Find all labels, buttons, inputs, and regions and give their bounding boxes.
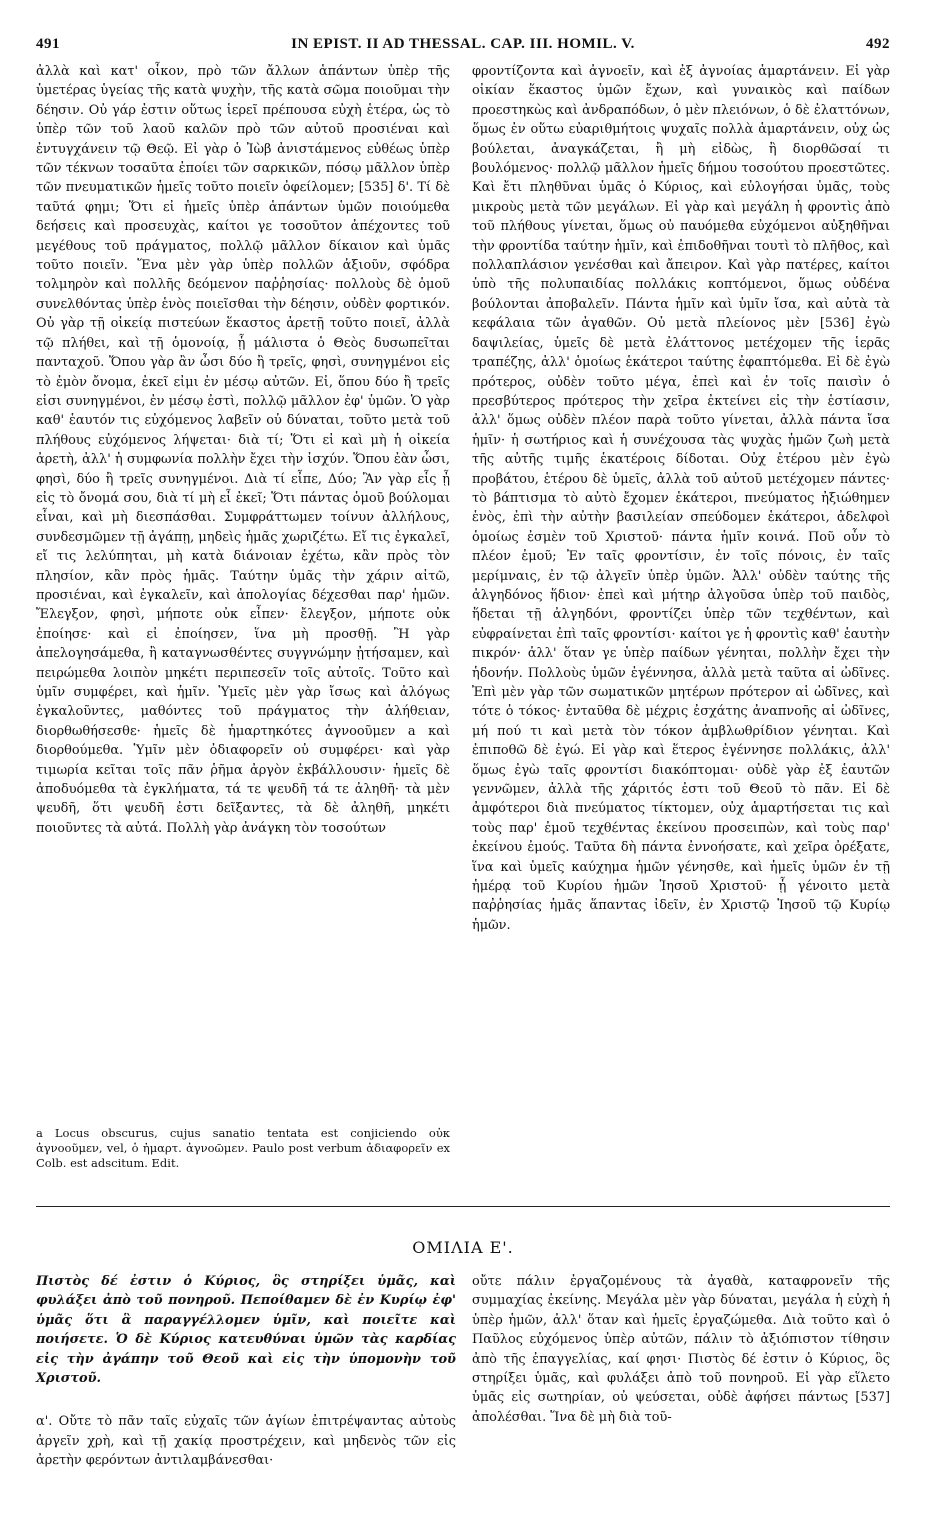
page-number-right: 492 — [866, 36, 890, 52]
section-divider — [36, 1206, 890, 1207]
running-title: IN EPIST. II AD THESSAL. CAP. III. HOMIL. V. — [291, 36, 635, 52]
scripture-intro: Πιστὸς δέ ἐστιν ὁ Κύριος, ὃς στηρίξει ὑμᾶς, καὶ φυλάξει ἀπὸ τοῦ πονηροῦ. Πεποίθαμεν δὲ ἐν Κυρίῳ ἐφ' ὑμᾶς ὅτι ἃ παραγγέλλομεν ὑμῖν, καὶ ποιεῖτε καὶ ποιήσετε. Ὁ δὲ Κύριος κατευθύναι ὑμῶν τὰς καρδίας εἰς τὴν ἀγάπην τοῦ Θεοῦ καὶ εἰς τὴν ὑπομονὴν τοῦ Χριστοῦ. — [36, 1274, 456, 1387]
running-header — [36, 36, 890, 58]
footnote: a Locus obscurus, cujus sanatio tentata est conjiciendo οὐκ ἀγνοοῦμεν, vel, ὁ ἡμαρτ. ἀγνοῶμεν. Paulo post verbum ἀδιαφορεῖν ex Colb. est adscitum. Edit. — [36, 1126, 450, 1170]
left-column-top — [36, 62, 450, 838]
page-number-left: 491 — [36, 36, 60, 52]
right-column-bottom — [472, 1272, 890, 1427]
left-column-bottom — [36, 1272, 456, 1471]
homily-title: ΟΜΙΛΙΑ Ε'. — [412, 1238, 514, 1257]
right-column-top — [472, 62, 890, 935]
homily-opening-text: α'. Οὔτε τὸ πᾶν ταῖς εὐχαῖς τῶν ἁγίων ἐπιτρέψαντας αὐτοὺς ἀργεῖν χρὴ, καὶ τῇ χακίᾳ προστρέχειν, καὶ μηδενὸς τῶν εἰς ἀρετὴν φερόντων ἀντιλαμβάνεσθαι· — [36, 1414, 456, 1469]
homily-continuation-text: οὔτε πάλιν ἐργαζομένους τὰ ἀγαθὰ, καταφρονεῖν τῆς συμμαχίας ἐκείνης. Μεγάλα μὲν γὰρ δύναται, μεγάλα ἡ εὐχὴ ἡ ὑπὲρ ἡμῶν, ἀλλ' ὅταν καὶ ἡμεῖς ἐργαζώμεθα. Διὰ τοῦτο καὶ ὁ Παῦλος εὐχόμενος ὑπὲρ αὐτῶν, πάλιν τὸ ἀξιόπιστον τίθησιν ἀπὸ τῆς ἐπαγγελίας, καί φησι· Πιστὸς δέ ἐστιν ὁ Κύριος, ὃς στηρίξει ὑμᾶς, καὶ φυλάξει ἀπὸ τοῦ πονηροῦ. Εἰ γὰρ εἵλετο ὑμᾶς εἰς σωτηρίαν, οὐ ψεύσεται, οὐδὲ ἀφήσει πάντως [537] ἀπολέσθαι. Ἵνα δὲ μὴ διὰ τοῦ- — [472, 1274, 890, 1425]
right-column-text: φροντίζοντα καὶ ἀγνοεῖν, καὶ ἐξ ἀγνοίας ἁμαρτάνειν. Εἰ γὰρ οἰκίαν ἕκαστος ὑμῶν ἔχων, καὶ γυναικὸς καὶ παίδων προεστηκὼς καὶ ἀνδραπόδων, ὁ μὲν πλειόνων, ὁ δὲ ἐλαττόνων, ὅμως ἐν οὕτω εὐαριθμήτοις ψυχαῖς πολλὰ ἁμαρτάνειν, οὐχ ὡς βούλεται, ἀναγκάζεται, ἢ μὴ εἰδὼς, ἢ διορθῶσαί τι βουλόμενος· πολλῷ μᾶλλον ἡμεῖς δήμου τοσούτου προεστῶτες. Καὶ ἔτι πληθῦναι ὑμᾶς ὁ Κύριος, καὶ εὐλογήσαι ὑμᾶς, τοὺς μικροὺς μετὰ τῶν μεγάλων. Εἰ γὰρ καὶ μεγάλη ἡ φροντὶς ἀπὸ τοῦ πλήθους γίνεται, ὅμως οὐ παυόμεθα εὐχόμενοι αὐξηθῆναι τὴν φροντίδα ταύτην ἡμῖν, καὶ ἐπιδοθῆναι τουτὶ τὸ πλῆθος, καὶ πολλαπλάσιον γενέσθαι καὶ ἄπειρον. Καὶ γὰρ πατέρες, καίτοι ὑπὸ τῆς πολυπαιδίας πολλάκις κοπτόμενοι, ὅμως οὐδένα βούλονται ἀποβαλεῖν. Πάντα ἡμῖν καὶ ὑμῖν ἴσα, καὶ αὐτὰ τὰ κεφάλαια τῶν ἀγαθῶν. Οὐ μετὰ πλείονος μὲν [536] ἐγὼ δαψιλείας, ὑμεῖς δὲ μετὰ ἐλάττονος μετέχομεν τῆς ἱερᾶς τραπέζης, ἀλλ' ὁμοίως ἑκάτεροι ταύτης ἐφαπτόμεθα. Εἰ δὲ ἐγὼ πρότερος, οὐδὲν τοῦτο μέγα, ἐπεὶ καὶ ἐν τοῖς παισὶν ὁ πρεσβύτερος πρότερος τὴν χεῖρα ἐκτείνει εἰς τὴν ἑστίασιν, ἀλλ' ὅμως οὐδὲν πλέον παρὰ τοῦτο γίνεται, ἀλλὰ πάντα ἴσα ἡμῖν· ἡ σωτήριος καὶ ἡ συνέχουσα τὰς ψυχὰς ἡμῶν ζωὴ μετὰ τῆς αὐτῆς τιμῆς ἑκατέροις δίδοται. Οὐχ ἑτέρου μὲν ἐγὼ προβάτου, ἑτέρου δὲ ὑμεῖς, ἀλλὰ τοῦ αὐτοῦ μετέχομεν πάντες· τὸ βάπτισμα τὸ αὐτὸ ἔχομεν ἑκάτεροι, πνεύματος ἠξιώθημεν ἑνὸς, ἐπὶ τὴν αὐτὴν βασιλείαν σπεύδομεν ἑκάτεροι, ἀδελφοὶ ὁμοίως ἐσμὲν τοῦ Χριστοῦ· πάντα ἡμῖν κοινά. Ποῦ οὖν τὸ πλέον ἐμοῦ; Ἐν ταῖς φροντίσιν, ἐν τοῖς πόνοις, ἐν ταῖς μερίμναις, ἐν τῷ ἀλγεῖν ὑπὲρ ὑμῶν. Ἀλλ' οὐδὲν ταύτης τῆς ἀλγηδόνος ἥδιον· ἐπεὶ καὶ μήτηρ ἀλγοῦσα ὑπὲρ τοῦ παιδὸς, ἥδεται τῇ ἀλγηδόνι, φροντίζει ὑπὲρ τῶν τεχθέντων, καὶ εὐφραίνεται ἐπὶ ταῖς φροντίσι· καίτοι γε ἡ φροντὶς καθ' ἑαυτὴν πικρόν· ἀλλ' ὅταν γε ὑπὲρ παίδων γένηται, πολλὴν ἔχει τὴν ἡδονήν. Πολλοὺς ὑμῶν ἐγέννησα, ἀλλὰ μετὰ ταῦτα αἱ ὠδῖνες. Ἐπὶ μὲν γὰρ τῶν σωματικῶν μητέρων πρότερον αἱ ὠδῖνες, καὶ τότε ὁ τόκος· ἐνταῦθα δὲ μέχρις ἐσχάτης ἀναπνοῆς αἱ ὠδῖνες, μή πού τι καὶ μετὰ τὸν τόκον ἀμβλωθρίδιον γένηται. Καὶ ἐπιποθῶ δὲ ἐγώ. Εἰ γὰρ καὶ ἕτερος ἐγέννησε πολλάκις, ἀλλ' ὅμως ἐγὼ ταῖς φροντίσι διακόπτομαι· οὐδὲ γὰρ ἐξ ἑαυτῶν γεννῶμεν, ἀλλὰ τῆς χάριτός ἐστι τοῦ Θεοῦ τὸ πᾶν. Εἰ δὲ ἀμφότεροι διὰ πνεύματος τίκτομεν, οὐχ ἁμαρτήσεται τις καὶ τοὺς παρ' ἐμοῦ τεχθέντας ἐκείνου προσειπὼν, καὶ τοὺς παρ' ἐκείνου ἐμούς. Ταῦτα δὴ πάντα ἐννοήσατε, καὶ χεῖρα ὀρέξατε, ἵνα καὶ ὑμεῖς καύχημα ἡμῶν γένησθε, καὶ ἡμεῖς ὑμῶν ἐν τῇ ἡμέρᾳ τοῦ Κυρίου ἡμῶν Ἰησοῦ Χριστοῦ· ᾗ γένοιτο μετὰ παῤῥησίας ἡμᾶς ἅπαντας ἰδεῖν, ἐν Χριστῷ Ἰησοῦ τῷ Κυρίῳ ἡμῶν. — [472, 64, 890, 933]
left-column-text: ἀλλὰ καὶ κατ' οἶκον, πρὸ τῶν ἄλλων ἁπάντων ὑπὲρ τῆς ὑμετέρας ὑγείας τῆς κατὰ ψυχὴν, τῆς κατὰ σῶμα ποιοῦμαι τὴν δέησιν. Οὐ γάρ ἐστιν οὕτως ἱερεῖ πρέπουσα εὐχὴ ἑτέρα, ὡς τὸ ὑπὲρ τῶν τοῦ λαοῦ καλῶν πρὸ τῶν αὐτοῦ προσιέναι καὶ ἐντυγχάνειν τῷ Θεῷ. Εἰ γὰρ ὁ Ἰὼβ ἀνιστάμενος εὐθέως ὑπὲρ τῶν τέκνων τοσαῦτα ἐποίει τῶν σαρκικῶν, πόσῳ μᾶλλον ὑπὲρ τῶν πνευματικῶν ἡμεῖς τοῦτο ποιεῖν ὀφείλομεν; [535] δ'. Τί δὲ ταῦτά φημι; Ὅτι εἰ ἡμεῖς ὑπὲρ ἁπάντων ὑμῶν ποιούμεθα δεήσεις καὶ προσευχὰς, καίτοι γε τοσοῦτον ἀπέχοντες τοῦ μεγέθους τοῦ πράγματος, πολλῷ μᾶλλον δίκαιον καὶ ὑμᾶς τοῦτο ποιεῖν. Ἕνα μὲν γὰρ ὑπὲρ πολλῶν ἀξιοῦν, σφόδρα τολμηρὸν καὶ πολλῆς δεόμενον παῤῥησίας· πολλοὺς δὲ ὁμοῦ συνελθόντας ὑπὲρ ἑνὸς ποιεῖσθαι τὴν δέησιν, οὐδὲν φορτικόν. Οὐ γὰρ τῇ οἰκείᾳ πιστεύων ἕκαστος ἀρετῇ τοῦτο ποιεῖ, ἀλλὰ τῷ πλήθει, καὶ τῇ ὁμονοίᾳ, ᾗ μάλιστα ὁ Θεὸς δυσωπεῖται πανταχοῦ. Ὅπου γὰρ ἂν ὦσι δύο ἢ τρεῖς, φησὶ, συνηγμένοι εἰς τὸ ἐμὸν ὄνομα, ἐκεῖ εἰμι ἐν μέσῳ αὐτῶν. Εἰ, ὅπου δύο ἢ τρεῖς εἰσι συνηγμένοι, ἐν μέσῳ ἐστὶ, πολλῷ μᾶλλον ἐφ' ὑμῶν. Ὁ γὰρ καθ' ἑαυτόν τις εὐχόμενος λαβεῖν οὐ δύναται, τοῦτο μετὰ τοῦ πλήθους εὐχόμενος λήψεται· διὰ τί; Ὅτι εἰ καὶ μὴ ἡ οἰκεία ἀρετὴ, ἀλλ' ἡ συμφωνία πολλὴν ἔχει τὴν ἰσχύν. Ὅπου ἐὰν ὦσι, φησὶ, δύο ἢ τρεῖς συνηγμένοι. Διὰ τί εἶπε, Δύο; Ἂν γὰρ εἷς ᾖ εἰς τὸ ὄνομά σου, διὰ τί μὴ εἶ ἐκεῖ; Ὅτι πάντας ὁμοῦ βούλομαι εἶναι, καὶ μὴ διεσπάσθαι. Συμφράττωμεν τοίνυν ἀλλήλους, συνδεσμῶμεν τῇ ἀγάπῃ, μηδεὶς ἡμᾶς χωριζέτω. Εἴ τις ἐγκαλεῖ, εἴ τις λελύπηται, μὴ κατὰ διάνοιαν ἐχέτω, κἂν πρὸς τὸν πλησίον, κἂν πρὸς ἡμᾶς. Ταύτην ὑμᾶς τὴν χάριν αἰτῶ, προσιέναι, καὶ ἐγκαλεῖν, καὶ ἀπολογίας δέχεσθαι παρ' ἡμῶν. Ἔλεγξον, φησὶ, μήποτε οὐκ εἶπεν· ἔλεγξον, μήποτε οὐκ ἐποίησε· καὶ εἰ ἐποίησεν, ἵνα μὴ προσθῇ. Ἢ γὰρ ἀπελογησάμεθα, ἢ καταγνωσθέντες συγγνώμην ᾐτήσαμεν, καὶ πειρώμεθα λοιπὸν μηκέτι περιπεσεῖν τοῖς αὐτοῖς. Τοῦτο καὶ ὑμῖν συμφέρει, καὶ ἡμῖν. Ὑμεῖς μὲν γὰρ ἴσως καὶ ἀλόγως ἐγκαλοῦντες, μαθόντες τοῦ πράγματος τὴν ἀλήθειαν, διορθωθήσεσθε· ἡμεῖς δὲ ἡμαρτηκότες ἀγνοοῦμεν a καὶ διορθούμεθα. Ὑμῖν μὲν ὀδιαφορεῖν οὐ συμφέρει· καὶ γὰρ τιμωρία κεῖται τοῖς πᾶν ῥῆμα ἀργὸν ἐκβάλλουσιν· ἡμεῖς δὲ ἀποδυόμεθα τὰ ἐγκλήματα, τά τε ψευδῆ τά τε ἀληθῆ· τὰ μὲν ψευδῆ, ὅτι ψευδῆ ἐστι δεῖξαντες, τὰ δὲ ἀληθῆ, μηκέτι ποιοῦντες τὰ αὐτά. Πολλὴ γὰρ ἀνάγκη τὸν τοσούτων — [36, 64, 450, 836]
